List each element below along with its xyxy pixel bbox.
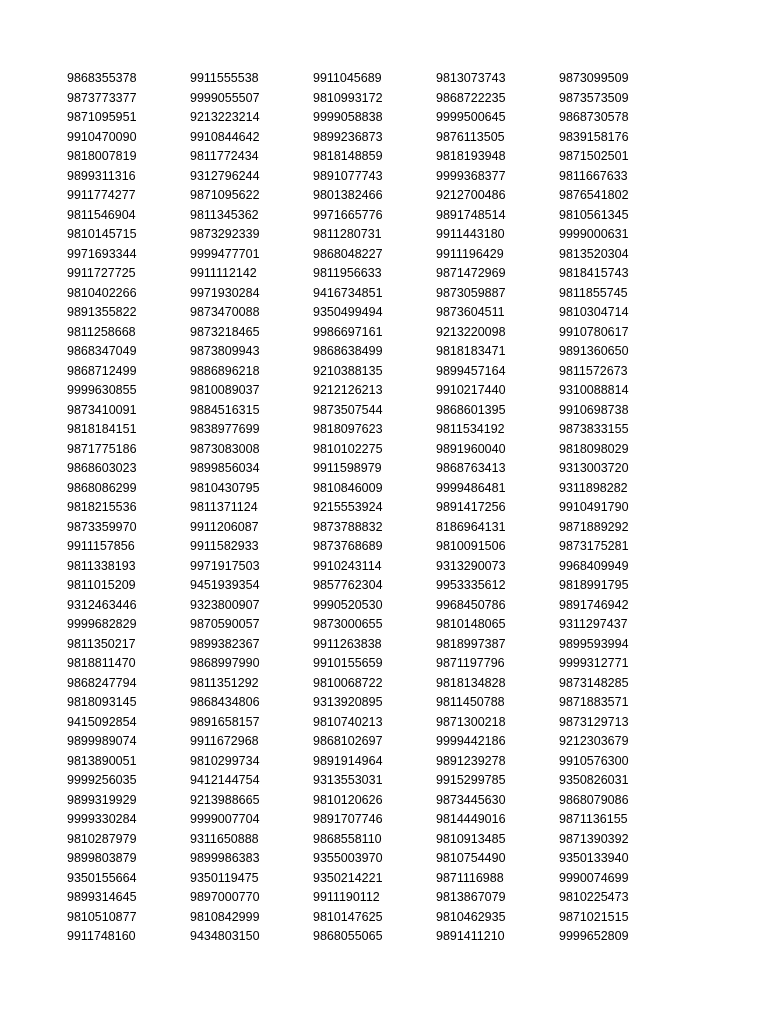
phone-number-cell: 9311898282 [559, 480, 628, 495]
phone-number-cell: 9990074699 [559, 870, 629, 885]
phone-number-cell: 9310088814 [559, 383, 629, 397]
phone-number-cell: 9811338193 [67, 558, 136, 573]
phone-number-cell: 9857762304 [313, 578, 383, 592]
phone-number-cell: 9811667633 [559, 168, 628, 183]
phone-number-cell: 9871021515 [559, 909, 629, 924]
phone-number-cell: 9999007704 [190, 812, 260, 826]
phone-number-cell: 9884516315 [190, 402, 260, 417]
phone-number-cell: 9868355378 [67, 71, 137, 85]
phone-number-cell: 9814449016 [436, 812, 506, 826]
phone-number-cell: 9811015209 [67, 578, 136, 592]
phone-number-cell: 9990520530 [313, 597, 383, 612]
phone-number-cell: 9868434806 [190, 695, 260, 709]
phone-number-cell: 9313553031 [313, 773, 383, 787]
phone-number-cell: 9899319929 [67, 792, 137, 807]
phone-number-cell: 9868558110 [313, 831, 382, 846]
phone-number-sheet [67, 69, 707, 947]
phone-number-cell: 9415092854 [67, 714, 137, 729]
phone-number-cell: 9873099509 [559, 71, 629, 85]
phone-number-cell: 9213988665 [190, 792, 260, 807]
phone-number-cell: 9871775186 [67, 441, 137, 456]
phone-number-cell: 9313290073 [436, 558, 506, 573]
phone-number-cell: 9999256035 [67, 773, 137, 787]
phone-number-cell: 9871136155 [559, 812, 628, 826]
phone-number-cell: 9910217440 [436, 383, 506, 397]
phone-number-cell: 9810402266 [67, 285, 137, 300]
phone-number-cell: 9891417256 [436, 500, 506, 514]
phone-number-cell: 9810846009 [313, 480, 383, 495]
phone-number-cell: 9891914964 [313, 753, 383, 768]
phone-number-cell: 9899311316 [67, 168, 136, 183]
phone-number-cell: 9813890051 [67, 753, 137, 768]
phone-number-cell: 9210388135 [313, 363, 383, 378]
phone-number-cell: 9810510877 [67, 909, 137, 924]
phone-number-cell: 9891658157 [190, 714, 260, 729]
phone-number-cell: 9818215536 [67, 500, 137, 514]
phone-number-cell: 9891746942 [559, 597, 629, 612]
phone-number-cell: 9999477701 [190, 246, 260, 261]
phone-number-cell: 9811855745 [559, 285, 628, 300]
phone-number-cell: 9355003970 [313, 851, 383, 865]
phone-number-cell: 9871095622 [190, 188, 260, 202]
phone-number-cell: 9891960040 [436, 441, 506, 456]
phone-number-cell: 9813867079 [436, 890, 506, 904]
phone-number-cell: 9350133940 [559, 851, 629, 865]
phone-number-cell: 9811534192 [436, 422, 505, 436]
phone-number-cell: 9868712499 [67, 363, 137, 378]
phone-number-cell: 9886896218 [190, 363, 260, 378]
phone-number-cell: 9873292339 [190, 227, 260, 241]
phone-number-cell: 9810145715 [67, 227, 137, 241]
phone-number-cell: 9818093145 [67, 695, 137, 709]
phone-number-cell: 9968450786 [436, 597, 506, 612]
phone-number-cell: 9412144754 [190, 773, 260, 787]
phone-number-cell: 9911727725 [67, 266, 136, 280]
phone-number-cell: 9811450788 [436, 695, 505, 709]
phone-number-cell: 9818184151 [67, 422, 137, 436]
phone-number-cell: 9811956633 [313, 266, 382, 280]
phone-number-cell: 9215553924 [313, 500, 383, 514]
phone-number-cell: 9971665776 [313, 207, 383, 222]
phone-number-cell: 9873129713 [559, 714, 629, 729]
phone-number-cell: 9818183471 [436, 344, 506, 358]
phone-number-cell: 9434803150 [190, 929, 260, 943]
phone-number-cell: 9213223214 [190, 110, 260, 124]
phone-number-cell: 9871116988 [436, 870, 504, 885]
phone-number-cell: 9810120626 [313, 792, 383, 807]
phone-number-cell: 9910844642 [190, 129, 260, 144]
phone-number-cell: 9891411210 [436, 929, 505, 943]
phone-number-cell: 9810148065 [436, 617, 506, 631]
phone-number-cell: 9818007819 [67, 149, 137, 163]
phone-number-cell: 9871197796 [436, 656, 505, 670]
phone-number-cell: 9911598979 [313, 461, 382, 475]
phone-number-cell: 9899989074 [67, 734, 137, 748]
phone-number-cell: 9810147625 [313, 909, 383, 924]
phone-number-cell: 9810299734 [190, 753, 260, 768]
phone-number-cell: 9811772434 [190, 149, 259, 163]
phone-number-cell: 9999368377 [436, 168, 506, 183]
phone-number-cell: 9999442186 [436, 734, 506, 748]
phone-number-cell: 9873148285 [559, 675, 629, 690]
phone-number-cell: 9971930284 [190, 285, 260, 300]
phone-number-cell: 9810842999 [190, 909, 260, 924]
phone-number-cell: 9811371124 [190, 500, 258, 514]
phone-number-cell: 9899314645 [67, 890, 137, 904]
phone-number-cell: 9312463446 [67, 597, 137, 612]
phone-number-cell: 9212303679 [559, 734, 629, 748]
phone-number-cell: 9891707746 [313, 812, 383, 826]
phone-number-cell: 9873507544 [313, 402, 383, 417]
phone-number-cell: 9818098029 [559, 441, 629, 456]
phone-number-cell: 9899986383 [190, 851, 260, 865]
phone-number-cell: 9911157856 [67, 539, 135, 553]
phone-number-cell: 9911190112 [313, 890, 380, 904]
phone-number-cell: 9911774277 [67, 188, 136, 202]
phone-number-cell: 9911045689 [313, 71, 382, 85]
phone-number-cell: 9910698738 [559, 402, 629, 417]
phone-number-cell: 9868347049 [67, 344, 137, 358]
phone-number-cell: 9311650888 [190, 831, 259, 846]
phone-number-cell: 9868730578 [559, 110, 629, 124]
phone-number-cell: 9876113505 [436, 129, 505, 144]
phone-number-cell: 9911112142 [190, 266, 257, 280]
phone-number-cell: 9868055065 [313, 929, 383, 943]
phone-number-cell: 9868086299 [67, 480, 137, 495]
phone-number-cell: 9911555538 [190, 71, 259, 85]
phone-number-cell: 9801382466 [313, 188, 383, 202]
phone-number-cell: 9810740213 [313, 714, 383, 729]
phone-number-cell: 9416734851 [313, 285, 383, 300]
phone-number-cell: 9899457164 [436, 363, 506, 378]
phone-number-cell: 9818097623 [313, 422, 383, 436]
phone-number-cell: 9911672968 [190, 734, 259, 748]
phone-number-cell: 9891748514 [436, 207, 506, 222]
phone-number-cell: 9212126213 [313, 383, 383, 397]
phone-number-cell: 9313920895 [313, 695, 383, 709]
phone-number-cell: 9873573509 [559, 90, 629, 105]
phone-number-cell: 9873773377 [67, 90, 137, 105]
phone-number-cell: 9871300218 [436, 714, 506, 729]
phone-number-cell: 9868079086 [559, 792, 629, 807]
phone-number-cell: 9811350217 [67, 636, 136, 651]
phone-number-cell: 9910780617 [559, 324, 629, 339]
phone-number-cell: 9953335612 [436, 578, 506, 592]
phone-number-cell: 9818997387 [436, 636, 506, 651]
phone-number-cell: 9871095951 [67, 110, 137, 124]
phone-number-cell: 9915299785 [436, 773, 506, 787]
phone-number-cell: 9871502501 [559, 149, 629, 163]
phone-number-cell: 9350119475 [190, 870, 259, 885]
phone-number-cell: 9899236873 [313, 129, 383, 144]
phone-number-cell: 9873809943 [190, 344, 260, 358]
phone-number-cell: 9891077743 [313, 168, 383, 183]
phone-number-cell: 9350155664 [67, 870, 137, 885]
phone-number-grid [67, 69, 707, 947]
phone-number-cell: 9871883571 [559, 695, 629, 709]
phone-number-cell: 9350826031 [559, 773, 629, 787]
phone-number-cell: 9999652809 [559, 929, 629, 943]
phone-number-cell: 9810287979 [67, 831, 137, 846]
phone-number-cell: 9810561345 [559, 207, 629, 222]
phone-number-cell: 9810754490 [436, 851, 506, 865]
phone-number-cell: 9999682829 [67, 617, 137, 631]
phone-number-cell: 9873470088 [190, 305, 260, 319]
phone-number-cell: 9910491790 [559, 500, 629, 514]
phone-number-cell: 9876541802 [559, 188, 629, 202]
phone-number-cell: 9811351292 [190, 675, 259, 690]
phone-number-cell: 9910243114 [313, 558, 382, 573]
phone-number-cell: 9910470090 [67, 129, 137, 144]
phone-number-cell: 9897000770 [190, 890, 260, 904]
phone-number-cell: 9811345362 [190, 207, 259, 222]
phone-number-cell: 9873059887 [436, 285, 506, 300]
phone-number-cell: 9813073743 [436, 71, 506, 85]
phone-number-cell: 9868638499 [313, 344, 383, 358]
phone-number-cell: 9818415743 [559, 266, 629, 280]
phone-number-cell: 9911748160 [67, 929, 136, 943]
phone-number-cell: 9891355822 [67, 305, 137, 319]
phone-number-cell: 9899593994 [559, 636, 629, 651]
phone-number-cell: 9911196429 [436, 246, 504, 261]
phone-number-cell: 9986697161 [313, 324, 383, 339]
phone-number-cell: 9313003720 [559, 461, 629, 475]
phone-number-cell: 9868722235 [436, 90, 506, 105]
phone-number-cell: 9999630855 [67, 383, 137, 397]
phone-number-cell: 9311297437 [559, 617, 628, 631]
phone-number-cell: 9873445630 [436, 792, 506, 807]
phone-number-cell: 9871472969 [436, 266, 506, 280]
phone-number-cell: 9813520304 [559, 246, 629, 261]
phone-number-cell: 9868997990 [190, 656, 260, 670]
phone-number-cell: 9873788832 [313, 519, 383, 534]
phone-number-cell: 8186964131 [436, 519, 506, 534]
phone-number-cell: 9810913485 [436, 831, 506, 846]
phone-number-cell: 9818991795 [559, 578, 629, 592]
phone-number-cell: 9811258668 [67, 324, 136, 339]
phone-number-cell: 9810462935 [436, 909, 506, 924]
phone-number-cell: 9899856034 [190, 461, 260, 475]
phone-number-cell: 9873359970 [67, 519, 137, 534]
phone-number-cell: 9999000631 [559, 227, 629, 241]
phone-number-cell: 9213220098 [436, 324, 506, 339]
phone-number-cell: 9911263838 [313, 636, 382, 651]
phone-number-cell: 9868102697 [313, 734, 383, 748]
phone-number-cell: 9323800907 [190, 597, 260, 612]
phone-number-cell: 9873218465 [190, 324, 260, 339]
phone-number-cell: 9838977699 [190, 422, 260, 436]
phone-number-cell: 9873000655 [313, 617, 383, 631]
phone-number-cell: 9810225473 [559, 890, 629, 904]
phone-number-cell: 9868247794 [67, 675, 137, 690]
phone-number-cell: 9999500645 [436, 110, 506, 124]
phone-number-cell: 9971693344 [67, 246, 137, 261]
phone-number-cell: 9899803879 [67, 851, 137, 865]
phone-number-cell: 9968409949 [559, 558, 629, 573]
phone-number-cell: 9810102275 [313, 441, 383, 456]
phone-number-cell: 9810993172 [313, 90, 383, 105]
phone-number-cell: 9971917503 [190, 558, 260, 573]
phone-number-cell: 9810068722 [313, 675, 383, 690]
phone-number-cell: 9818134828 [436, 675, 506, 690]
phone-number-cell: 9212700486 [436, 188, 506, 202]
phone-number-cell: 9312796244 [190, 168, 260, 183]
phone-number-cell: 9811280731 [313, 227, 382, 241]
phone-number-cell: 9911443180 [436, 227, 505, 241]
phone-number-cell: 9810089037 [190, 383, 260, 397]
phone-number-cell: 9910576300 [559, 753, 629, 768]
phone-number-cell: 9868601395 [436, 402, 506, 417]
phone-number-cell: 9811572673 [559, 363, 628, 378]
phone-number-cell: 9810091506 [436, 539, 506, 553]
phone-number-cell: 9999330284 [67, 812, 137, 826]
phone-number-cell: 9999055507 [190, 90, 260, 105]
phone-number-cell: 9911582933 [190, 539, 259, 553]
phone-number-cell: 9818193948 [436, 149, 506, 163]
phone-number-cell: 9870590057 [190, 617, 260, 631]
phone-number-cell: 9811546904 [67, 207, 136, 222]
phone-number-cell: 9873604511 [436, 305, 505, 319]
phone-number-cell: 9899382367 [190, 636, 260, 651]
phone-number-cell: 9818811470 [67, 656, 136, 670]
phone-number-cell: 9818148859 [313, 149, 383, 163]
phone-number-cell: 9999486481 [436, 480, 506, 495]
phone-number-cell: 9873768689 [313, 539, 383, 553]
phone-number-cell: 9810430795 [190, 480, 260, 495]
phone-number-cell: 9873410091 [67, 402, 137, 417]
phone-number-cell: 9911206087 [190, 519, 259, 534]
phone-number-cell: 9868048227 [313, 246, 383, 261]
phone-number-cell: 9873175281 [559, 539, 629, 553]
phone-number-cell: 9839158176 [559, 129, 629, 144]
phone-number-cell: 9871390392 [559, 831, 629, 846]
phone-number-cell: 9891360650 [559, 344, 629, 358]
phone-number-cell: 9350499494 [313, 305, 383, 319]
phone-number-cell: 9350214221 [313, 870, 383, 885]
phone-number-cell: 9873833155 [559, 422, 629, 436]
phone-number-cell: 9873083008 [190, 441, 260, 456]
phone-number-cell: 9999312771 [559, 656, 629, 670]
phone-number-cell: 9868763413 [436, 461, 506, 475]
phone-number-cell: 9999058838 [313, 110, 383, 124]
phone-number-cell: 9910155659 [313, 656, 383, 670]
phone-number-cell: 9868603023 [67, 461, 137, 475]
phone-number-cell: 9810304714 [559, 305, 629, 319]
phone-number-cell: 9451939354 [190, 578, 260, 592]
phone-number-cell: 9871889292 [559, 519, 629, 534]
phone-number-cell: 9891239278 [436, 753, 506, 768]
